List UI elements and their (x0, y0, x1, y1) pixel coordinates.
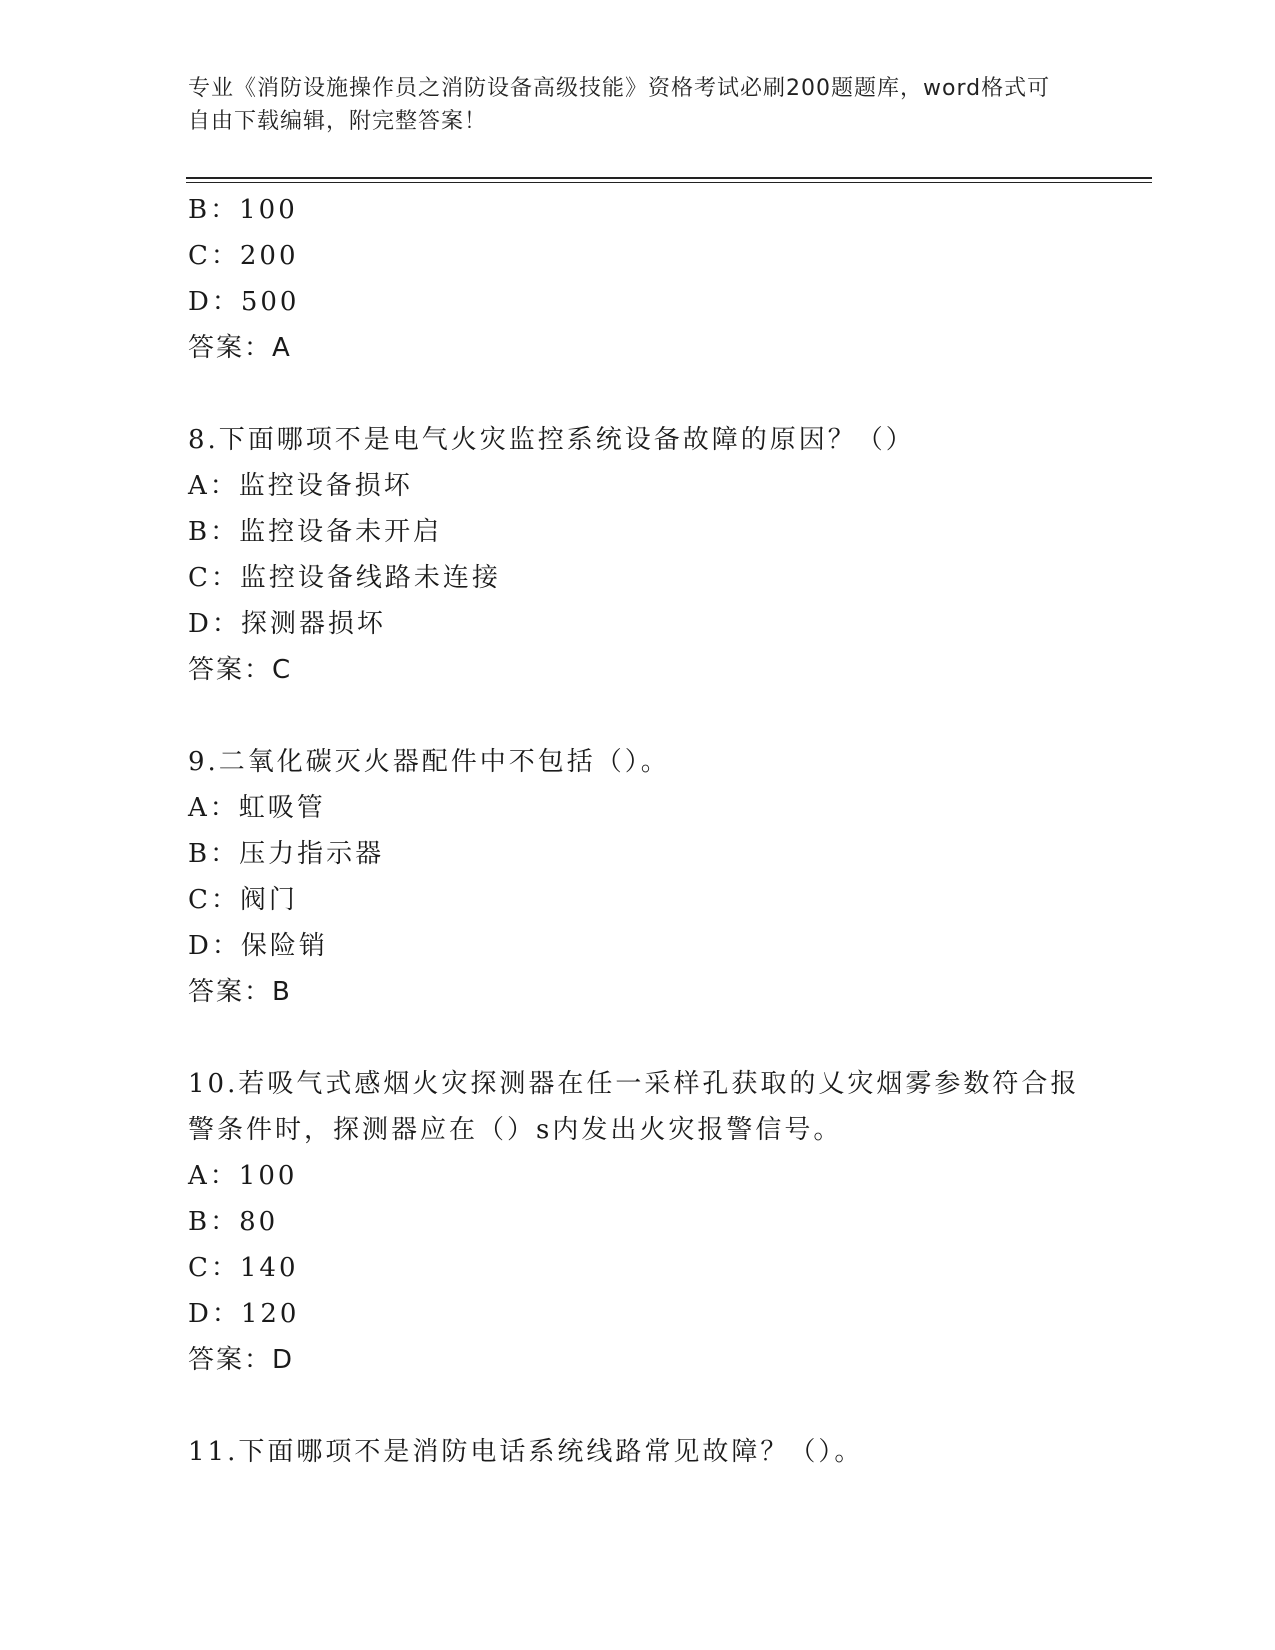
option-c: C：监控设备线路未连接 (188, 563, 501, 593)
question-stem-line-1: 10.若吸气式感烟火灾探测器在任一采样孔获取的乂灾烟雾参数符合报 (188, 1069, 1080, 1099)
answer: 答案：B (188, 977, 292, 1007)
option-a: A：监控设备损坏 (188, 471, 413, 501)
option-b: B：监控设备未开启 (188, 517, 443, 547)
question-stem-line-2: 警条件时，探测器应在（）s内发出火灾报警信号。 (188, 1115, 843, 1145)
option-b: B：压力指示器 (188, 839, 385, 869)
option-d: D：探测器损坏 (188, 609, 386, 639)
option-b: B：80 (188, 1207, 279, 1237)
option-c: C：200 (188, 241, 299, 271)
option-b: B：100 (188, 195, 298, 225)
option-a: A：虹吸管 (188, 793, 326, 823)
answer: 答案：D (188, 1345, 295, 1375)
option-a: A：100 (188, 1161, 298, 1191)
option-c: C：140 (188, 1253, 299, 1283)
option-d: D：120 (188, 1299, 300, 1329)
question-stem: 8.下面哪项不是电气火灾监控系统设备故障的原因？（） (188, 425, 915, 455)
question-stem: 9.二氧化碳灭火器配件中不包括（）。 (188, 747, 670, 777)
header-rule-thick (186, 177, 1152, 179)
header-rule-thin (186, 182, 1152, 183)
answer: 答案：A (188, 333, 292, 363)
question-content (188, 187, 1088, 1475)
option-d: D：保险销 (188, 931, 328, 961)
question-stem: 11.下面哪项不是消防电话系统线路常见故障？（）。 (188, 1437, 864, 1467)
option-d: D：500 (188, 287, 300, 317)
answer: 答案：C (188, 655, 293, 685)
option-c: C：阀门 (188, 885, 298, 915)
document-header: 专业《消防设施操作员之消防设备高级技能》资格考试必刷200题题库，word格式可自由下载编辑，附完整答案！ (188, 76, 1051, 134)
